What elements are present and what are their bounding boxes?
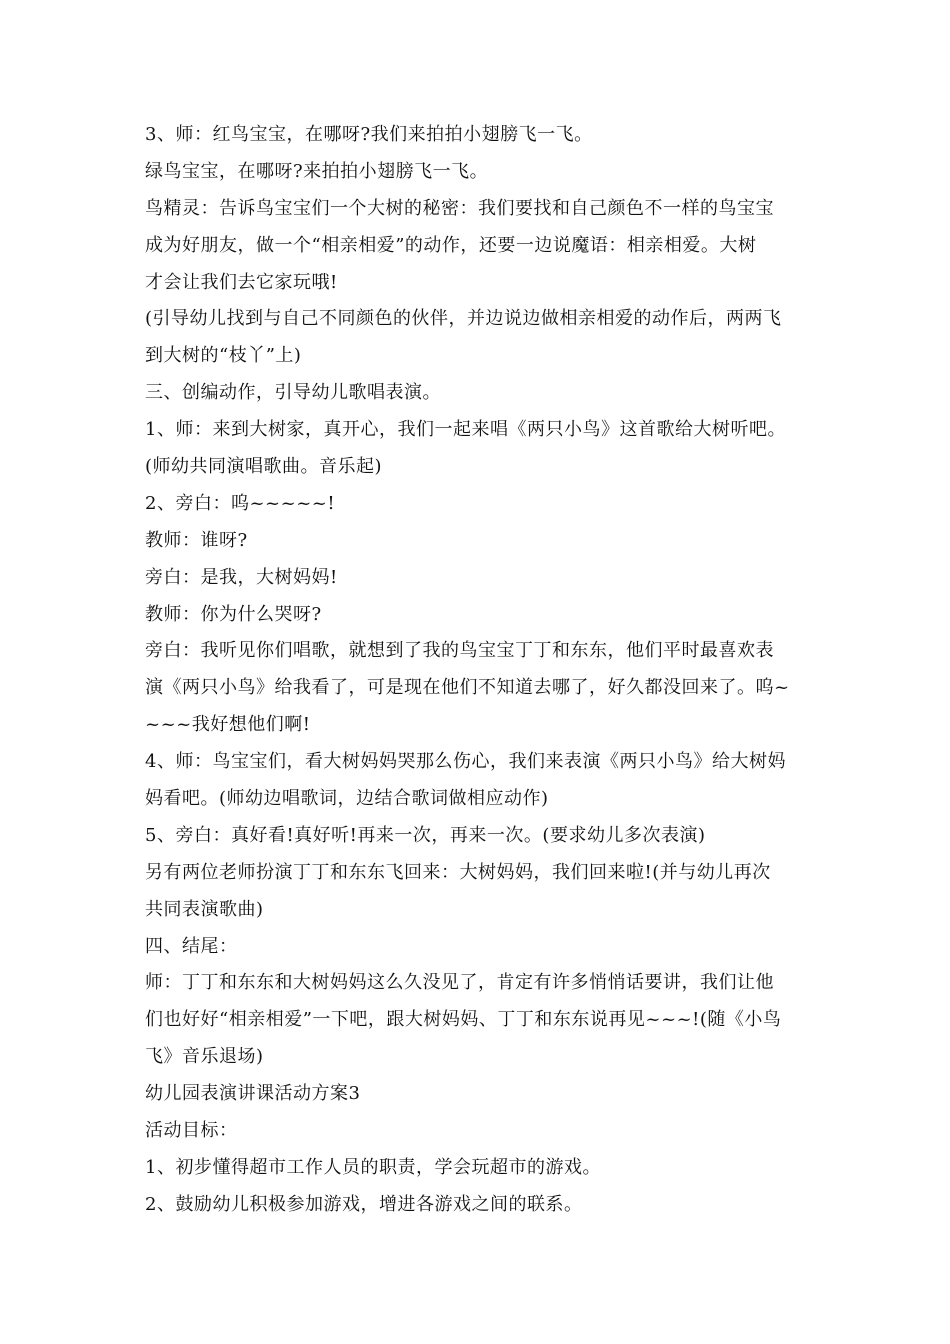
section-heading: 四、结尾： bbox=[145, 935, 238, 957]
text-line: (引导幼儿找到与自己不同颜色的伙伴，并边说边做相亲相爱的动作后，两两飞 bbox=[145, 308, 782, 330]
text-line: 演《两只小鸟》给我看了，可是现在他们不知道去哪了，好久都没回来了。呜~ bbox=[145, 677, 790, 699]
text-line: 飞》音乐退场) bbox=[145, 1046, 264, 1068]
text-line: 成为好朋友，做一个“相亲相爱”的动作，还要一边说魔语：相亲相爱。大树 bbox=[145, 234, 757, 256]
text-line: 妈看吧。(师幼边唱歌词，边结合歌词做相应动作) bbox=[145, 788, 549, 810]
text-line: 旁白：是我，大树妈妈! bbox=[145, 566, 338, 588]
text-line: 另有两位老师扮演丁丁和东东飞回来：大树妈妈，我们回来啦!(并与幼儿再次 bbox=[145, 861, 771, 883]
text-line: 旁白：我听见你们唱歌，就想到了我的鸟宝宝丁丁和东东，他们平时最喜欢表 bbox=[145, 640, 774, 662]
text-line: 们也好好“相亲相爱”一下吧，跟大树妈妈、丁丁和东东说再见~~~!(随《小鸟 bbox=[145, 1009, 782, 1031]
text-line: 1、初步懂得超市工作人员的职责，学会玩超市的游戏。 bbox=[145, 1156, 601, 1178]
document-body bbox=[145, 117, 810, 1224]
text-line: 鸟精灵：告诉鸟宝宝们一个大树的秘密：我们要找和自己颜色不一样的鸟宝宝 bbox=[145, 197, 774, 219]
text-line: 师：丁丁和东东和大树妈妈这么久没见了，肯定有许多悄悄话要讲，我们让他 bbox=[145, 972, 774, 994]
document-section-title: 幼儿园表演讲课活动方案3 bbox=[145, 1083, 361, 1105]
text-line: (师幼共同演唱歌曲。音乐起) bbox=[145, 456, 383, 478]
text-line: 绿鸟宝宝，在哪呀?来拍拍小翅膀飞一飞。 bbox=[145, 160, 489, 182]
text-line: 2、鼓励幼儿积极参加游戏，增进各游戏之间的联系。 bbox=[145, 1193, 583, 1215]
text-line: 教师：你为什么哭呀? bbox=[145, 603, 322, 625]
text-line: 5、旁白：真好看!真好听!再来一次，再来一次。(要求幼儿多次表演) bbox=[145, 824, 706, 846]
text-line: 4、师：鸟宝宝们，看大树妈妈哭那么伤心，我们来表演《两只小鸟》给大树妈 bbox=[145, 751, 786, 773]
text-line: 2、旁白：呜~~~~~! bbox=[145, 492, 336, 514]
text-line: ~~~我好想他们啊! bbox=[145, 714, 311, 736]
text-line: 到大树的“枝丫”上) bbox=[145, 345, 302, 367]
text-line: 活动目标： bbox=[145, 1120, 238, 1142]
text-line: 共同表演歌曲) bbox=[145, 898, 264, 920]
section-heading: 三、创编动作，引导幼儿歌唱表演。 bbox=[145, 382, 441, 404]
text-line: 教师：谁呀? bbox=[145, 529, 248, 551]
text-line: 才会让我们去它家玩哦! bbox=[145, 271, 338, 293]
text-line: 1、师：来到大树家，真开心，我们一起来唱《两只小鸟》这首歌给大树听吧。 bbox=[145, 419, 786, 441]
text-line: 3、师：红鸟宝宝，在哪呀?我们来拍拍小翅膀飞一飞。 bbox=[145, 124, 593, 145]
